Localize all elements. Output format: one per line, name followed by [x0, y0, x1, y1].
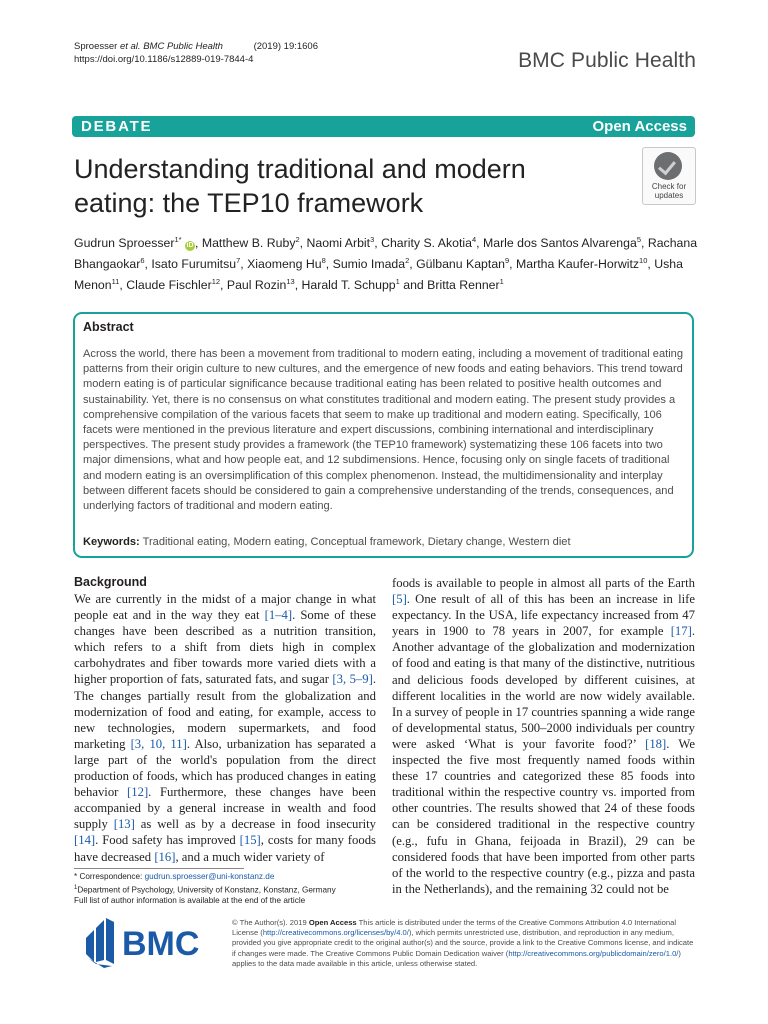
- author-name: Harald T. Schupp: [301, 278, 396, 293]
- abstract-heading: Abstract: [83, 320, 134, 334]
- footnote-divider: [74, 868, 244, 869]
- author-affiliation-sup: 2: [295, 235, 300, 244]
- author-name: Paul Rozin: [226, 278, 287, 293]
- bmc-logo-text: BMC: [122, 925, 200, 963]
- open-access-bold: Open Access: [308, 918, 357, 927]
- body-column-left: [74, 575, 376, 865]
- author-affiliation-sup: 9: [505, 256, 510, 266]
- author-name: Claude Fischler: [126, 278, 212, 293]
- author-affiliation-sup: 2: [405, 256, 410, 266]
- correspondence-email-link[interactable]: gudrun.sproesser@uni-konstanz.de: [144, 872, 275, 881]
- section-heading: Background: [74, 575, 147, 589]
- reference-link[interactable]: [17]: [670, 624, 692, 639]
- article-type-banner: [72, 116, 695, 137]
- author-name: Isato Furumitsu: [151, 257, 237, 272]
- affiliation-line: $^1$Department of Psychology, University of Konstanz, Konstanz, Germany: [74, 884, 336, 895]
- author-name: Usha Menon: [74, 257, 683, 293]
- article-title: Understanding traditional and modern eating: the TEP10 framework: [74, 154, 526, 218]
- citation-header: [74, 40, 318, 66]
- keywords: [83, 536, 685, 548]
- citation-line: [74, 40, 318, 53]
- author-name: Martha Kaufer-Horwitz: [516, 257, 640, 272]
- reference-link[interactable]: [3, 10, 11]: [130, 736, 187, 751]
- checkmark-icon: [654, 152, 682, 180]
- reference-link[interactable]: [5]: [392, 592, 407, 607]
- author-name: Britta Renner: [427, 278, 500, 293]
- author-name: Marle dos Santos Alvarenga: [483, 236, 637, 251]
- orcid-icon[interactable]: iD: [186, 242, 194, 250]
- author-affiliation-sup: 12: [211, 277, 221, 287]
- license-text: © The Author(s). 2019 Open Access This article is distributed under the terms of the Creative Commons Attribution 4.0 International License (http://creativecommons.org/licenses/by/4.0/), which permits unrestricted use, distribution, and reproduction in any medium, provided you give appropriate credit to the original author(s) and the source, provide a link to the Creative Commons license, and indicate if changes were made. The Creative Commons Public Domain Dedication waiver (http://creativecommons.org/publicdomain/zero/1.0/) applies to the data made available in this article, unless otherwise stated.: [232, 918, 694, 968]
- reference-link[interactable]: [3, 5–9]: [332, 672, 373, 687]
- correspondence-line: * Correspondence: gudrun.sproesser@uni-konstanz.de: [74, 872, 275, 881]
- keywords-label: Keywords:: [83, 536, 140, 548]
- author-name: Rachana Bhangaokar: [74, 236, 698, 272]
- check-for-updates-button[interactable]: [642, 147, 696, 205]
- reference-link[interactable]: [16]: [154, 849, 176, 864]
- body-column-right: [392, 575, 695, 897]
- abstract-text: Across the world, there has been a movement from traditional to modern eating, including a movement of traditional eating patterns from their origin culture to new cultures, and the emergence of new foods and eating behaviors. This trend toward modern eating is of particular significance because traditional eating has been related to positive health outcomes and sustainability. Yet, there is no consensus on what constitutes traditional and modern eating. The present study provides a comprehensive compilation of the various facets that seem to make up traditional and modern eating. Specifically, 106 facets were mentioned in the previous literature and expert discussions, combining international and interdisciplinary perspectives. The present study provides a framework (the TEP10 framework) systematizing these 106 facets into two major dimensions, what and how people eat, and 12 subdimensions. Hence, focusing only on single facets of traditional and modern eating is an oversimplification of this complex phenomenon. Instead, the multidimensionality and interplay between different facets should be considered to gain a comprehensive understanding of the trends, consequences, and underlying factors of traditional and modern eating.: [83, 348, 684, 513]
- author-name: Sumio Imada: [332, 257, 406, 272]
- author-name: Naomi Arbit: [306, 236, 371, 251]
- reference-link[interactable]: [13]: [113, 817, 135, 832]
- author-affiliation-sup: 1: [395, 277, 400, 287]
- reference-link[interactable]: [12]: [127, 785, 149, 800]
- author-affiliation-sup: 6: [140, 256, 145, 266]
- reference-link[interactable]: [14]: [74, 833, 96, 848]
- open-access-label: Open Access: [592, 118, 687, 135]
- check-for-updates-label: Check for updates: [651, 182, 687, 200]
- body-paragraph: We are currently in the midst of a major change in what people eat and in the way they eat [1–4]. Some of these changes have been described as a nutrition transition, which refers to a shift from diets high in complex carbohydrates and fiber towards more varied diets with a higher proportion of fats, saturated fats, and sugar [3, 5–9]. The changes partially result from the globalization and modernization of food and eating, for example, access to new technologies, modern supermarkets, and food marketing [3, 10, 11]. Also, urbanization has separated a large part of the world's population from the direct production of foods, which has produced changes in eating behavior [12]. Furthermore, these changes have been accompanied by a general increase in wealth and food supply [13] as well as by a decrease in food insecurity [14]. Food safety has improved [15], costs for many foods have decreased [16], and a much wider variety of: [74, 592, 377, 864]
- abstract-box: [73, 312, 694, 558]
- author-affiliation-sup: 1*: [174, 235, 182, 244]
- reference-link[interactable]: [1–4]: [264, 608, 293, 623]
- author-affiliation-sup: 3: [370, 235, 375, 244]
- full-list-note: Full list of author information is available at the end of the article: [74, 895, 306, 905]
- journal-name: BMC Public Health: [518, 49, 696, 72]
- author-affiliation-sup: 7: [236, 256, 241, 266]
- author-affiliation-sup: 1: [499, 277, 504, 287]
- author-affiliation-sup: 8: [321, 256, 326, 266]
- article-type-label: DEBATE: [81, 118, 153, 135]
- author-affiliation-sup: 4: [471, 235, 477, 244]
- footnote: [74, 872, 376, 907]
- reference-link[interactable]: [18]: [645, 736, 667, 751]
- cite-journal: et al. BMC Public Health: [119, 41, 223, 52]
- author-name: Matthew B. Ruby: [201, 236, 296, 251]
- cite-author: Sproesser: [74, 41, 118, 52]
- author-name: Xiaomeng Hu: [247, 257, 322, 272]
- cite-volume: (2019) 19:1606: [253, 41, 319, 52]
- body-paragraph: foods is available to people in almost all parts of the Earth [5]. One result of all of this has been an increase in life expectancy. In the USA, life expectancy increased from 47 years in 1900 to 78 years in 2007, for example [17]. Another advantage of the globalization and modernization of food and eating is that many of the distinctive, nutritious and delicious foods developed by different cuisines, at different localities in the world are now widely available. In a survey of people in 17 countries spanning a wide range of developmental status, 500–2000 individuals per country were asked ‘What is your favorite food?’ [18]. We inspected the five most frequently named foods within these 17 countries and categorized these 85 foods into traditional within the respective country vs. imported from other countries. The results showed that 24 of these foods can be considered traditional in the respective country (e.g., fufu in Ghana, feijoada in Brazil), 29 can be considered foods that have been imported from other parts of the world to the respective country (e.g., pizza and pasta in the Netherlands), and the remaining 32 could not be: [392, 576, 695, 896]
- keywords-text: Traditional eating, Modern eating, Conceptual framework, Dietary change, Western diet: [142, 536, 571, 548]
- author-name: Charity S. Akotia: [381, 236, 472, 251]
- author-affiliation-sup: 10: [639, 256, 648, 266]
- author-affiliation-sup: 5: [636, 235, 641, 244]
- author-affiliation-sup: 13: [286, 277, 295, 287]
- author-list: Gudrun Sproesser$^{1*}$ iD , Matthew B. Ruby$^2$, Naomi Arbit$^3$, Charity S. Akotia$^4$, Marle dos Santos Alvarenga$^5$, Rachana Bhangaokar$^6$, Isato Furumitsu$^7$, Xiaomeng Hu$^8$, Sumio Imada$^2$, Gülbanu Kaptan$^9$, Martha Kaufer-Horwitz$^{10}$, Usha Menon$^{11}$, Claude Fischler$^{12}$, Paul Rozin$^{13}$, Harald T. Schupp$^1$ and Britta Renner$^1$: [74, 235, 698, 293]
- author-name: Gudrun Sproesser: [74, 236, 175, 251]
- reference-link[interactable]: [15]: [239, 833, 261, 848]
- cc0-waiver-link[interactable]: http://creativecommons.org/publicdomain/zero/1.0/: [508, 948, 679, 958]
- doi-link[interactable]: https://doi.org/10.1186/s12889-019-7844-4: [74, 54, 254, 65]
- author-affiliation-sup: 11: [111, 277, 120, 287]
- bmc-logo: [84, 912, 220, 970]
- author-name: Gülbanu Kaptan: [416, 257, 505, 272]
- cc-by-license-link[interactable]: http://creativecommons.org/licenses/by/4.0/: [262, 928, 409, 938]
